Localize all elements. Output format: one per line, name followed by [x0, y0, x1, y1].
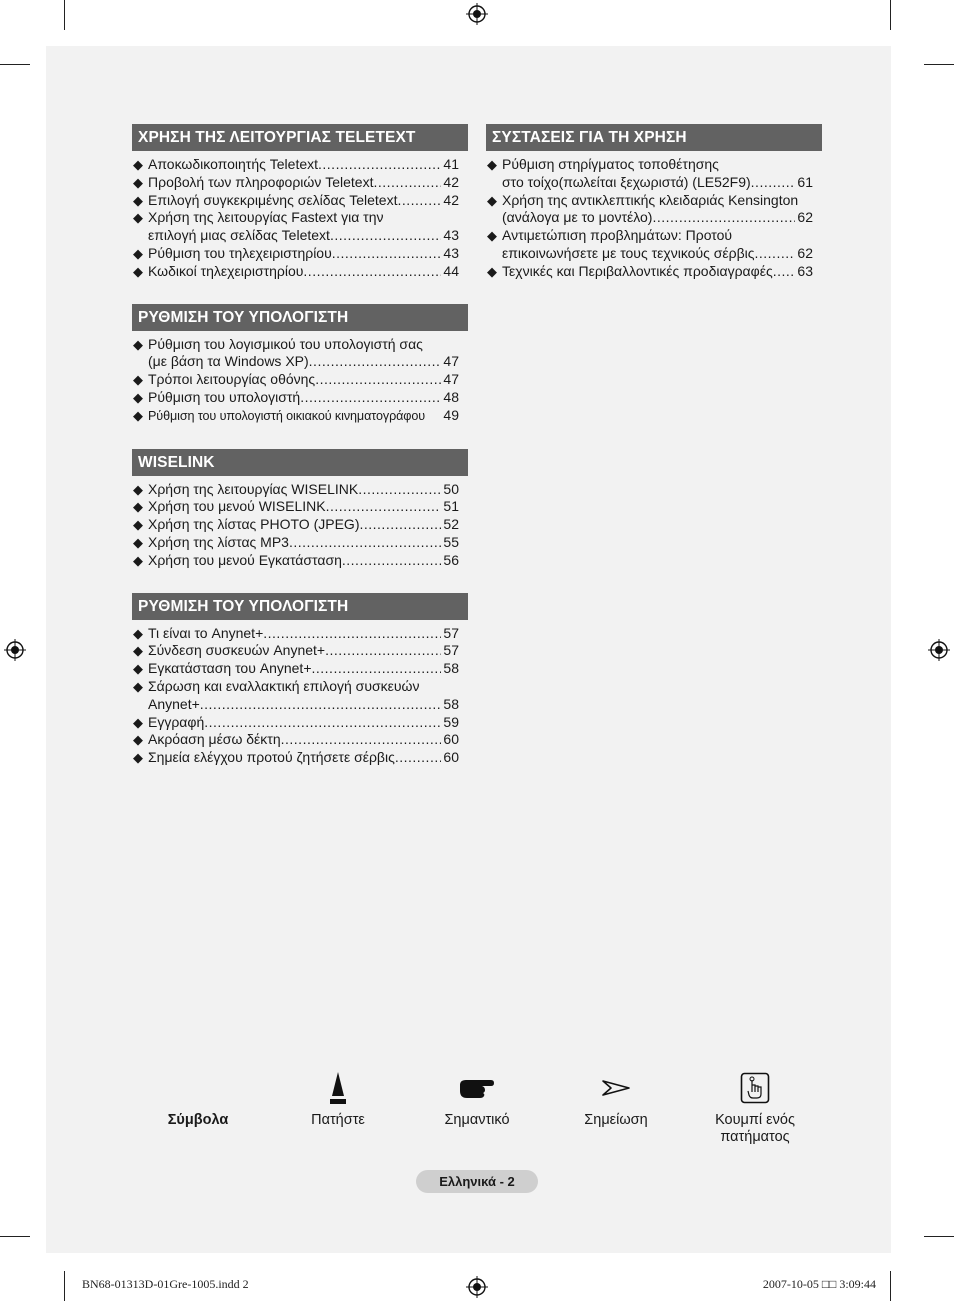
toc-entry-text: Προβολή των πληροφοριών Teletext — [148, 173, 374, 190]
toc-entry-text: Χρήση της αντικλεπτικής κλειδαριάς Kensington — [502, 191, 799, 208]
dot-leader — [395, 749, 442, 767]
toc-entry[interactable] — [486, 227, 813, 263]
toc-entry[interactable] — [132, 263, 459, 281]
toc-entry-text: Σύνδεση συσκευών Anynet+ — [148, 642, 326, 659]
symbol-label: πατήματος — [720, 1129, 790, 1145]
diamond-bullet-icon: ◆ — [133, 192, 143, 208]
dot-leader — [397, 192, 441, 210]
toc-entry[interactable] — [132, 209, 459, 245]
toc-entry[interactable] — [132, 174, 459, 192]
toc-entries — [132, 620, 468, 767]
toc-page-number: 59 — [443, 713, 459, 730]
toc-page-number: 58 — [443, 660, 459, 677]
symbol-one-touch — [700, 1068, 810, 1146]
toc-entries — [132, 331, 468, 426]
dot-leader — [200, 696, 442, 714]
toc-page-number: 63 — [797, 262, 813, 279]
toc-entry-text: Χρήση της λειτουργίας Fastext για την — [148, 209, 384, 226]
diamond-bullet-icon: ◆ — [133, 625, 143, 641]
toc-section — [132, 449, 468, 570]
crop-mark — [64, 1271, 65, 1301]
toc-entry-text: Τι είναι το Anynet+ — [148, 624, 264, 641]
registration-mark-icon — [466, 3, 488, 25]
registration-mark-icon — [466, 1276, 488, 1298]
dot-leader — [332, 245, 442, 263]
dot-leader — [358, 481, 441, 499]
diamond-bullet-icon: ◆ — [133, 714, 143, 730]
toc-entry-text: επιλογή μιας σελίδας Teletext — [148, 227, 330, 244]
toc-page-number: 44 — [443, 262, 459, 279]
dot-leader — [303, 263, 441, 281]
toc-entry[interactable] — [132, 407, 459, 426]
crop-mark — [890, 0, 891, 30]
toc-entry-text: Ακρόαση μέσω δέκτη — [148, 731, 281, 748]
diamond-bullet-icon: ◆ — [133, 643, 143, 659]
toc-entry-text: Ρύθμιση του λογισμικού του υπολογιστή σας — [148, 335, 423, 352]
toc-entry[interactable] — [132, 660, 459, 678]
toc-entry-text: Ρύθμιση στηρίγματος τοποθέτησης — [502, 156, 719, 172]
toc-page-number: 55 — [443, 533, 459, 550]
toc-page-number: 57 — [443, 624, 459, 641]
toc-page-number: 49 — [443, 406, 459, 423]
diamond-bullet-icon: ◆ — [133, 157, 143, 172]
toc-entry-text: Σάρωση και εναλλακτική επιλογή συσκευών — [148, 677, 420, 694]
toc-entry[interactable] — [132, 749, 459, 767]
diamond-bullet-icon: ◆ — [133, 552, 143, 568]
section-header: ΣΥΣΤΑΣΕΙΣ ΓΙΑ ΤΗ ΧΡΗΣΗ — [486, 124, 822, 151]
dot-leader — [309, 353, 442, 371]
symbol-label: Σημείωση — [584, 1112, 648, 1128]
toc-entry[interactable] — [132, 481, 459, 499]
diamond-bullet-icon: ◆ — [133, 389, 143, 405]
toc-entry[interactable] — [486, 263, 813, 281]
toc-page-number: 41 — [443, 156, 459, 172]
toc-entry[interactable] — [132, 498, 459, 516]
toc-section — [486, 124, 822, 281]
toc-entry-text: Χρήση της λίστας MP3 — [148, 533, 289, 550]
crop-mark — [924, 64, 954, 65]
dot-leader — [755, 245, 796, 263]
diamond-bullet-icon: ◆ — [133, 336, 143, 352]
diamond-bullet-icon: ◆ — [487, 157, 497, 172]
toc-entry[interactable] — [132, 625, 459, 643]
crop-mark — [0, 1236, 30, 1237]
toc-page-number: 57 — [443, 642, 459, 659]
toc-page-number: 62 — [797, 209, 813, 226]
crop-mark — [0, 64, 30, 65]
toc-entry-text: επικοινωνήσετε με τους τεχνικούς σέρβις — [502, 244, 755, 261]
toc-entry[interactable] — [132, 156, 459, 174]
toc-page-number: 61 — [797, 173, 813, 190]
dot-leader — [330, 227, 441, 245]
diamond-bullet-icon: ◆ — [487, 228, 497, 244]
diamond-bullet-icon: ◆ — [133, 481, 143, 497]
toc-page-number: 51 — [443, 498, 459, 515]
dot-leader — [312, 660, 442, 678]
symbol-label: Σημαντικό — [444, 1112, 510, 1128]
diamond-bullet-icon: ◆ — [133, 732, 143, 748]
diamond-bullet-icon: ◆ — [133, 174, 143, 190]
toc-entry[interactable] — [132, 371, 459, 389]
toc-section — [132, 124, 468, 281]
dot-leader — [325, 642, 441, 660]
toc-section — [132, 593, 468, 767]
toc-section — [132, 304, 468, 426]
toc-page-number: 48 — [443, 388, 459, 405]
toc-entry-text: Χρήση της λίστας PHOTO (JPEG) — [148, 516, 360, 533]
toc-entry-text: στο τοίχο(πωλείται ξεχωριστά) (LE52F9) — [502, 173, 751, 190]
dot-leader — [751, 174, 796, 192]
toc-entries — [132, 476, 468, 570]
one-touch-button-icon — [700, 1068, 810, 1108]
diamond-bullet-icon: ◆ — [487, 192, 497, 208]
dot-leader — [315, 371, 441, 389]
dot-leader — [318, 156, 441, 174]
toc-entry[interactable] — [132, 336, 459, 372]
toc-column-right — [486, 124, 822, 304]
footer-timestamp: 2007-10-05 □□ 3:09:44 — [762, 1277, 876, 1291]
dot-leader — [359, 516, 441, 534]
toc-entry-text: Επιλογή συγκεκριμένης σελίδας Teletext — [148, 191, 398, 208]
toc-entry-text: Χρήση του μενού Εγκατάσταση — [148, 551, 342, 568]
toc-column-left — [132, 124, 468, 790]
section-header: ΡΥΘΜΙΣΗ ΤΟΥ ΥΠΟΛΟΓΙΣΤΗ — [132, 304, 468, 331]
toc-entry-text: Κωδικοί τηλεχειριστηρίου — [148, 262, 304, 279]
crop-mark — [924, 1236, 954, 1237]
dot-leader — [263, 625, 441, 643]
toc-entry[interactable] — [132, 731, 459, 749]
dot-leader — [373, 174, 441, 192]
dot-leader — [300, 389, 441, 407]
toc-entry-text: Anynet+ — [148, 695, 200, 712]
toc-page-number: 47 — [443, 371, 459, 388]
toc-entry-text: (ανάλογα με το μοντέλο) — [502, 209, 653, 226]
symbol-label: Κουμπί ενός — [715, 1112, 795, 1128]
dot-leader — [342, 552, 442, 570]
diamond-bullet-icon: ◆ — [133, 407, 143, 423]
toc-page-number: 62 — [797, 244, 813, 261]
toc-entry-text: Σημεία ελέγχου προτού ζητήσετε σέρβις — [148, 749, 395, 766]
diamond-bullet-icon: ◆ — [133, 534, 143, 550]
arrow-note-icon — [566, 1068, 666, 1108]
toc-entry[interactable] — [132, 642, 459, 660]
symbols-title: Σύμβολα — [167, 1112, 229, 1128]
toc-entry[interactable] — [132, 678, 459, 714]
dot-leader — [204, 714, 441, 732]
registration-mark-icon — [928, 639, 950, 661]
toc-page-number: 43 — [443, 227, 459, 244]
toc-entry-text: Ρύθμιση του τηλεχειριστηρίου — [148, 244, 332, 261]
dot-leader — [773, 263, 796, 281]
footer-file-name: BN68-01313D-01Gre-1005.indd 2 — [82, 1277, 249, 1291]
toc-entry[interactable] — [132, 389, 459, 407]
toc-page-number: 60 — [443, 731, 459, 748]
toc-entry-text: Εγγραφή — [148, 713, 205, 730]
toc-page-number: 47 — [443, 353, 459, 370]
toc-entry-text: (με βάση τα Windows XP) — [148, 353, 309, 370]
toc-page-number: 42 — [443, 173, 459, 190]
toc-entries — [132, 151, 468, 281]
dot-leader — [289, 534, 441, 552]
crop-mark — [890, 1271, 891, 1301]
toc-page-number: 58 — [443, 695, 459, 712]
toc-entry[interactable] — [132, 516, 459, 534]
toc-page-number: 43 — [443, 244, 459, 261]
section-header: ΡΥΘΜΙΣΗ ΤΟΥ ΥΠΟΛΟΓΙΣΤΗ — [132, 593, 468, 620]
toc-entry-text: Ρύθμιση του υπολογιστή οικιακού κινηματογράφου — [148, 408, 426, 423]
toc-entry-text: Τεχνικές και Περιβαλλοντικές προδιαγραφές — [502, 262, 773, 279]
crop-mark — [64, 0, 65, 30]
section-header: WISELINK — [132, 449, 468, 476]
dot-leader — [281, 731, 442, 749]
symbol-press — [288, 1068, 388, 1129]
toc-page-number: 42 — [443, 191, 459, 208]
diamond-bullet-icon: ◆ — [133, 750, 143, 766]
section-header: ΧΡΗΣΗ ΤΗΣ ΛΕΙΤΟΥΡΓΙΑΣ TELETEXT — [132, 124, 468, 151]
toc-entry[interactable] — [486, 192, 813, 228]
dot-leader — [652, 209, 795, 227]
toc-page-number: 52 — [443, 516, 459, 533]
diamond-bullet-icon: ◆ — [133, 499, 143, 515]
toc-entry-text: Εγκατάσταση του Anynet+ — [148, 660, 312, 677]
toc-entry-text: Αντιμετώπιση προβλημάτων: Προτού — [502, 227, 733, 244]
toc-entry-text: Χρήση της λειτουργίας WISELINK — [148, 480, 359, 497]
symbol-important — [426, 1068, 528, 1129]
toc-entry[interactable] — [132, 192, 459, 210]
toc-entries — [486, 151, 822, 281]
toc-entry-text: Αποκωδικοποιητής Teletext — [148, 156, 319, 172]
diamond-bullet-icon: ◆ — [133, 678, 143, 694]
toc-page-number: 50 — [443, 480, 459, 497]
diamond-bullet-icon: ◆ — [133, 372, 143, 388]
diamond-bullet-icon: ◆ — [487, 263, 497, 279]
toc-entry[interactable] — [132, 714, 459, 732]
diamond-bullet-icon: ◆ — [133, 210, 143, 226]
toc-entry-text: Ρύθμιση του υπολογιστή — [148, 388, 301, 405]
dot-leader — [326, 498, 442, 516]
toc-page-number: 56 — [443, 551, 459, 568]
diamond-bullet-icon: ◆ — [133, 245, 143, 261]
diamond-bullet-icon: ◆ — [133, 661, 143, 677]
symbol-note — [566, 1068, 666, 1129]
diamond-bullet-icon: ◆ — [133, 517, 143, 533]
diamond-bullet-icon: ◆ — [133, 263, 143, 279]
toc-entry[interactable] — [132, 534, 459, 552]
symbol-label: Πατήστε — [311, 1112, 365, 1128]
toc-entry[interactable] — [132, 245, 459, 263]
toc-entry[interactable] — [132, 552, 459, 570]
pointing-hand-icon — [426, 1068, 528, 1108]
toc-entry-text: Τρόποι λειτουργίας οθόνης — [148, 371, 316, 388]
symbols-legend — [0, 1068, 954, 1158]
toc-entry-text: Χρήση του μενού WISELINK — [148, 498, 326, 515]
press-icon — [288, 1068, 388, 1108]
page-number-badge: Ελληνικά - 2 — [416, 1170, 538, 1193]
registration-mark-icon — [4, 639, 26, 661]
toc-page-number: 60 — [443, 749, 459, 766]
toc-entry[interactable] — [486, 156, 813, 192]
